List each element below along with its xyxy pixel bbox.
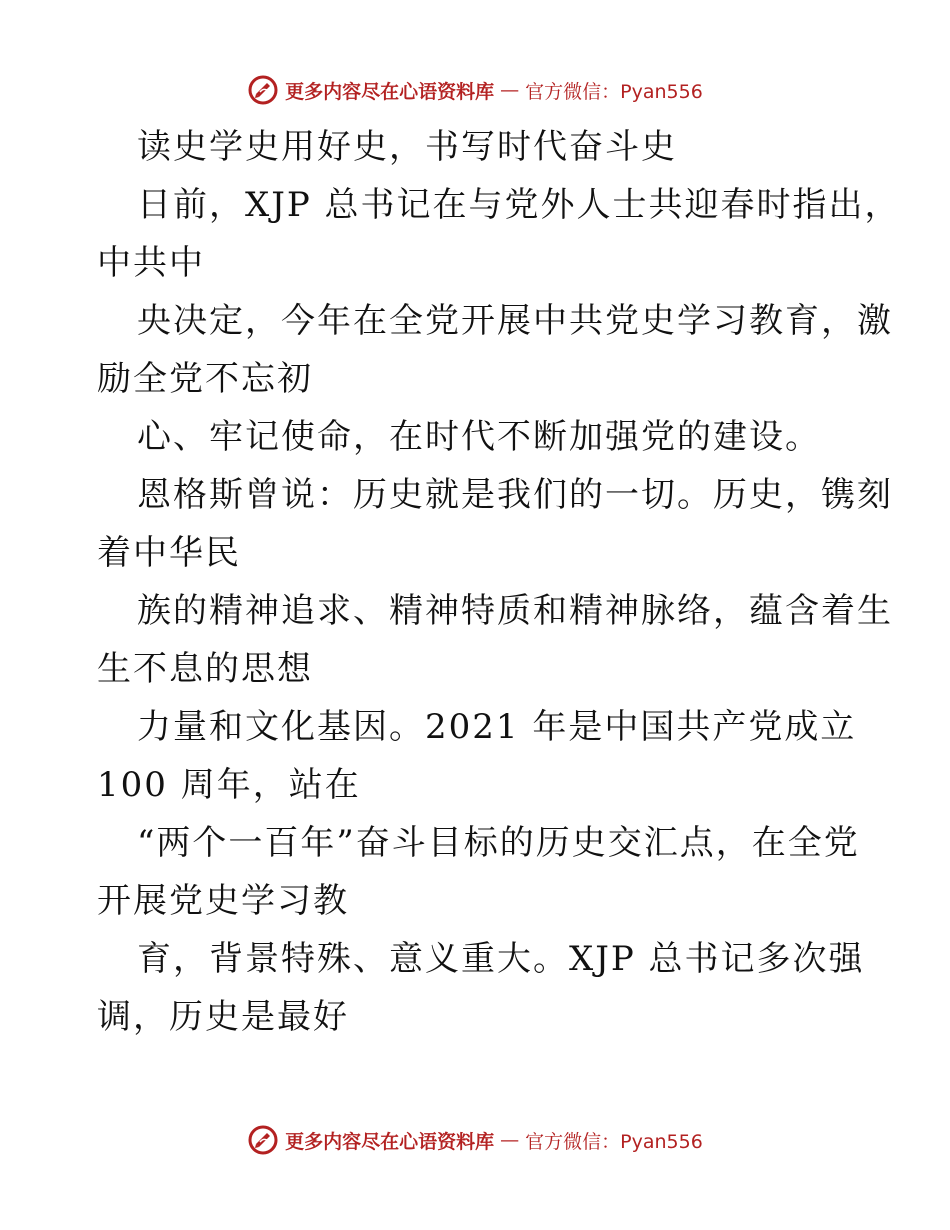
footer-banner [0,1120,950,1160]
footer-wechat-text: 官方微信：Pyan556 [525,1130,703,1153]
header-wechat-text: 官方微信：Pyan556 [525,80,703,103]
paragraph-line: 励全党不忘初 [97,359,313,399]
footer-banner-content [247,1124,703,1156]
header-banner [0,70,950,110]
paragraph-line: 力量和文化基因。2021 年是中国共产党成立 [137,707,857,747]
paragraph-line: 生不息的思想 [97,649,313,689]
paragraph-line: 中共中 [97,243,205,283]
paragraph-line: 育，背景特殊、意义重大。XJP 总书记多次强 [137,939,865,979]
paragraph-line: 恩格斯曾说：历史就是我们的一切。历史，镌刻 [137,475,893,515]
footer-separator: — [500,1129,520,1151]
paragraph-line: 央决定，今年在全党开展中共党史学习教育，激 [137,301,893,341]
book-pen-logo-icon [247,74,279,106]
paragraph-line: 日前，XJP 总书记在与党外人士共迎春时指出， [137,185,901,225]
paragraph-line: 着中华民 [97,533,241,573]
paragraph-line: 开展党史学习教 [97,881,349,921]
document-body [97,118,901,1046]
paragraph-line: 100 周年，站在 [97,765,361,805]
header-banner-content [247,74,703,106]
footer-site-text: 更多内容尽在心语资料库 [285,1130,495,1153]
header-separator: — [500,79,520,101]
document-title: 读史学史用好史，书写时代奋斗史 [137,127,677,167]
paragraph-line: 调，历史是最好 [97,997,349,1037]
header-site-text: 更多内容尽在心语资料库 [285,80,495,103]
book-pen-logo-icon [247,1124,279,1156]
paragraph-line: “两个一百年”奋斗目标的历史交汇点，在全党 [137,823,860,863]
paragraph-line: 族的精神追求、精神特质和精神脉络，蕴含着生 [137,591,893,631]
paragraph-line: 心、牢记使命，在时代不断加强党的建设。 [137,417,821,457]
